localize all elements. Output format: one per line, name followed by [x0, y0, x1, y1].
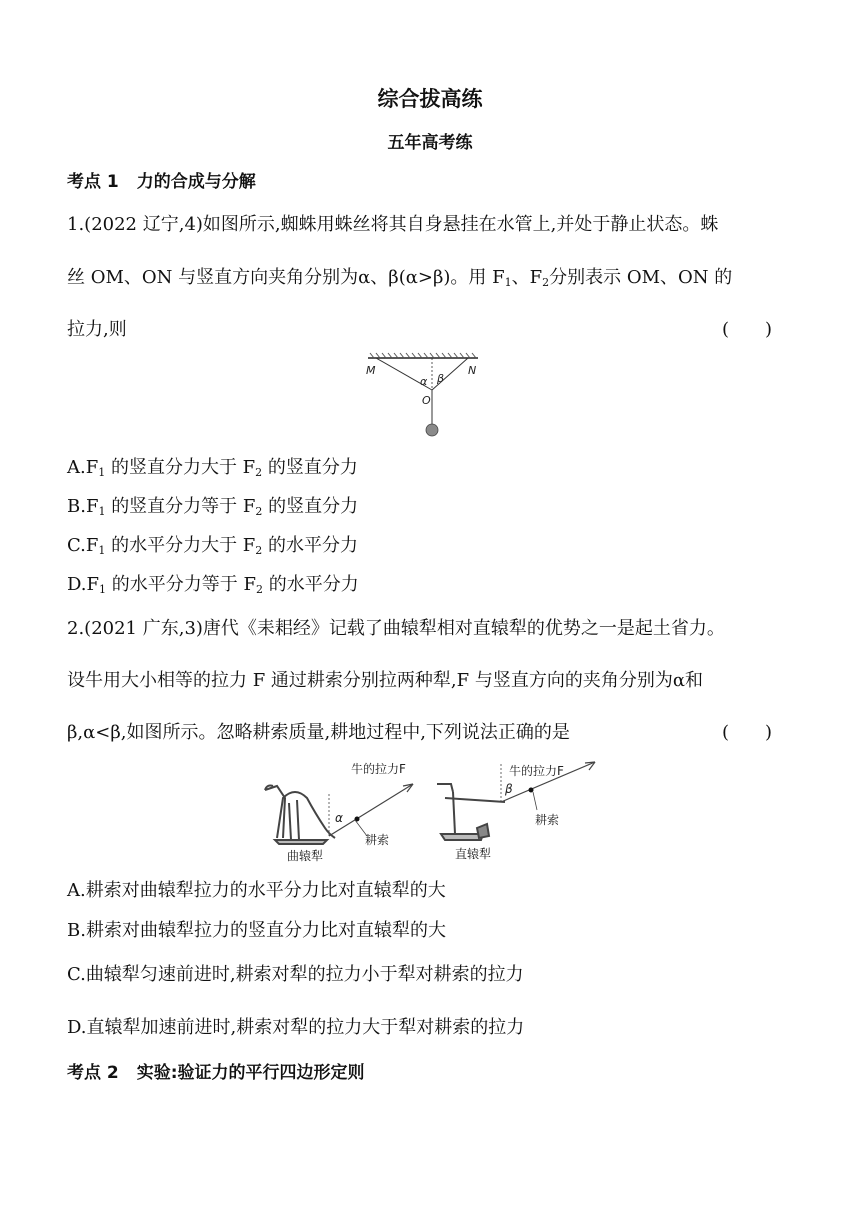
label-beta: β: [505, 782, 513, 796]
label-M: M: [366, 364, 376, 377]
q1-option-b: $B.F_1$ 的竖直分力等于 $F_2$ 的竖直分力: [67, 496, 359, 518]
q1-option-d: $D.F_1$ 的水平分力等于 $F_2$ 的水平分力: [67, 574, 359, 596]
q2-answer-bracket: ( ): [722, 722, 773, 743]
q2-option-a: A.耕索对曲辕犁拉力的水平分力比对直辕犁的大: [67, 880, 446, 901]
q1-stem-line-2: [67, 263, 732, 289]
q1-stem-text: 分别表示 OM、ON 的: [549, 267, 733, 288]
q2-stem-line-2: 设牛用大小相等的拉力 F 通过耕索分别拉两种犁,F 与竖直方向的夹角分别为α和: [67, 670, 704, 691]
q1-stem-line-3: 拉力,则: [67, 319, 127, 340]
q1-option-a: $A.F_1$ 的竖直分力大于 $F_2$ 的竖直分力: [67, 457, 358, 479]
q2-option-d: D.直辕犁加速前进时,耕索对犁的拉力大于犁对耕索的拉力: [67, 1017, 525, 1038]
left-rope-label: 耕索: [365, 833, 390, 847]
section-label: 考点 2: [67, 1063, 119, 1083]
subscript: 2: [542, 276, 550, 289]
section-name: 力的合成与分解: [136, 172, 256, 192]
q2-plough-figure: [255, 758, 605, 866]
label-alpha: α: [335, 811, 343, 825]
q1-stem-text: 丝 OM、ON 与竖直方向夹角分别为α、β(α>β)。用 F: [67, 267, 505, 288]
section-heading-1: [67, 167, 256, 192]
right-caption: 直辕犁: [455, 847, 492, 861]
q1-option-c: $C.F_1$ 的水平分力大于 $F_2$ 的水平分力: [67, 535, 359, 557]
left-force-label: 牛的拉力F: [351, 762, 406, 776]
straight-plough-drawing: [437, 784, 505, 840]
right-rope-label: 耕索: [535, 813, 560, 827]
label-beta: β: [437, 372, 445, 385]
curved-plough-drawing: [265, 786, 335, 845]
label-N: N: [468, 364, 477, 377]
q2-option-c: C.曲辕犁匀速前进时,耕索对犁的拉力小于犁对耕索的拉力: [67, 964, 524, 985]
label-O: O: [422, 394, 431, 407]
section-name: 实验:验证力的平行四边形定则: [136, 1063, 365, 1083]
subscript: 1: [504, 276, 512, 289]
q1-stem-text: 、F: [511, 267, 543, 288]
q1-spider-figure: [360, 352, 485, 442]
section-label: 考点 1: [67, 172, 119, 192]
q2-option-b: B.耕索对曲辕犁拉力的竖直分力比对直辕犁的大: [67, 920, 446, 941]
page-title: 综合拔高练: [377, 87, 483, 111]
q2-stem-line-1: 2.(2021 广东,3)唐代《耒耜经》记载了曲辕犁相对直辕犁的优势之一是起土省力。: [67, 618, 725, 639]
left-caption: 曲辕犁: [287, 849, 324, 863]
section-heading-2: [67, 1058, 365, 1083]
q1-answer-bracket: ( ): [722, 319, 773, 340]
label-alpha: α: [420, 375, 428, 388]
right-force-label: 牛的拉力F: [509, 764, 564, 778]
q2-stem-line-3: β,α<β,如图所示。忽略耕索质量,耕地过程中,下列说法正确的是: [67, 722, 570, 743]
q1-stem-line-1: 1.(2022 辽宁,4)如图所示,蜘蛛用蛛丝将其自身悬挂在水管上,并处于静止状态。蛛: [67, 214, 719, 235]
page-subtitle: 五年高考练: [387, 133, 473, 153]
